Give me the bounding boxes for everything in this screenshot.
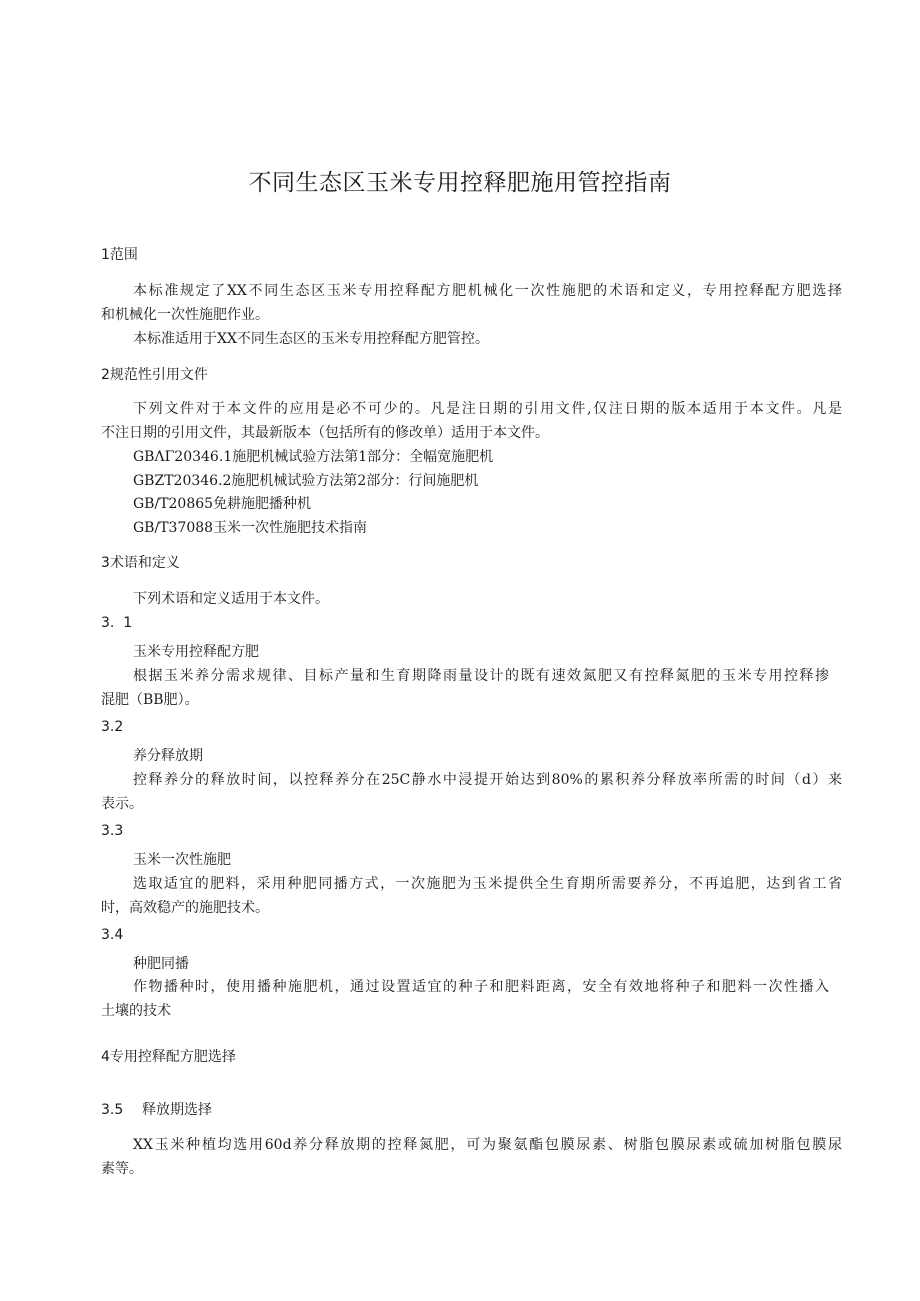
section-2-paragraph-line-1: 下列文件对于本文件的应用是必不可少的。凡是注日期的引用文件,仅注日期的版本适用于本文件。凡是 (133, 401, 842, 417)
term-number-3-2: 3.2 (101, 719, 124, 735)
section-4-paragraph-line-2: 素等。 (101, 1161, 143, 1177)
term-3-4-definition-line-2: 土壤的技术 (101, 1003, 171, 1019)
section-1-paragraph-2: 本标准适用于XX不同生态区的玉米专用控释配方肥管控。 (133, 331, 489, 347)
term-number-3-3: 3.3 (101, 823, 124, 839)
term-3-3-name: 玉米一次性施肥 (133, 852, 231, 868)
term-number-3-1: 3. 1 (101, 615, 133, 631)
term-3-4-name: 种肥同播 (133, 956, 189, 972)
section-1-heading: 1范围 (101, 247, 138, 263)
term-number-3-4: 3.4 (101, 927, 124, 943)
section-4-heading: 4专用控释配方肥选择 (101, 1049, 236, 1065)
term-3-3-definition-line-1: 选取适宜的肥料，采用种肥同播方式，一次施肥为玉米提供全生育期所需要养分，不再追肥，达到省工省 (133, 876, 842, 892)
reference-item: GB/T20865免耕施肥播种机 (133, 496, 312, 512)
section-3-intro: 下列术语和定义适用于本文件。 (133, 591, 329, 607)
term-3-3-definition-line-2: 时，高效稳产的施肥技术。 (101, 900, 269, 916)
subsection-3-5-title: 释放期选择 (142, 1102, 212, 1118)
subsection-number-3-5: 3.5 (101, 1102, 124, 1118)
reference-item: GBZT20346.2施肥机械试验方法第2部分：行间施肥机 (133, 473, 479, 489)
term-3-2-definition-line-1: 控释养分的释放时间，以控释养分在25C静水中浸提开始达到80%的累积养分释放率所需的时间（d）来 (133, 772, 842, 788)
section-3-heading: 3术语和定义 (101, 555, 180, 571)
reference-item: GBΛΓ20346.1施肥机械试验方法第1部分：全幅宽施肥机 (133, 449, 494, 465)
term-3-1-definition-line-2: 混肥（BB肥）。 (101, 692, 199, 708)
section-2-heading: 2规范性引用文件 (101, 367, 208, 383)
section-4-paragraph-line-1: XX玉米种植均选用60d养分释放期的控释氮肥，可为聚氨酯包膜尿素、树脂包膜尿素或硫加树脂包膜尿 (133, 1137, 842, 1153)
document-title: 不同生态区玉米专用控释肥施用管控指南 (248, 170, 672, 196)
term-3-1-definition-line-1: 根据玉米养分需求规律、目标产量和生育期降雨量设计的既有速效氮肥又有控释氮肥的玉米专用控释掺 (133, 668, 829, 684)
term-3-2-name: 养分释放期 (133, 748, 203, 764)
section-2-paragraph-line-2: 不注日期的引用文件，其最新版本（包括所有的修改单）适用于本文件。 (101, 425, 549, 441)
term-3-1-name: 玉米专用控释配方肥 (133, 644, 259, 660)
term-3-4-definition-line-1: 作物播种时，使用播种施肥机，通过设置适宜的种子和肥料距离，安全有效地将种子和肥料一次性播入 (133, 979, 829, 995)
reference-item: GB/T37088玉米一次性施肥技术指南 (133, 520, 368, 536)
section-1-paragraph-1-line-2: 和机械化一次性施肥作业。 (101, 307, 269, 323)
term-3-2-definition-line-2: 表示。 (101, 796, 143, 812)
section-1-paragraph-1-line-1: 本标准规定了XX不同生态区玉米专用控释配方肥机械化一次性施肥的术语和定义，专用控释配方肥选择 (133, 283, 842, 299)
